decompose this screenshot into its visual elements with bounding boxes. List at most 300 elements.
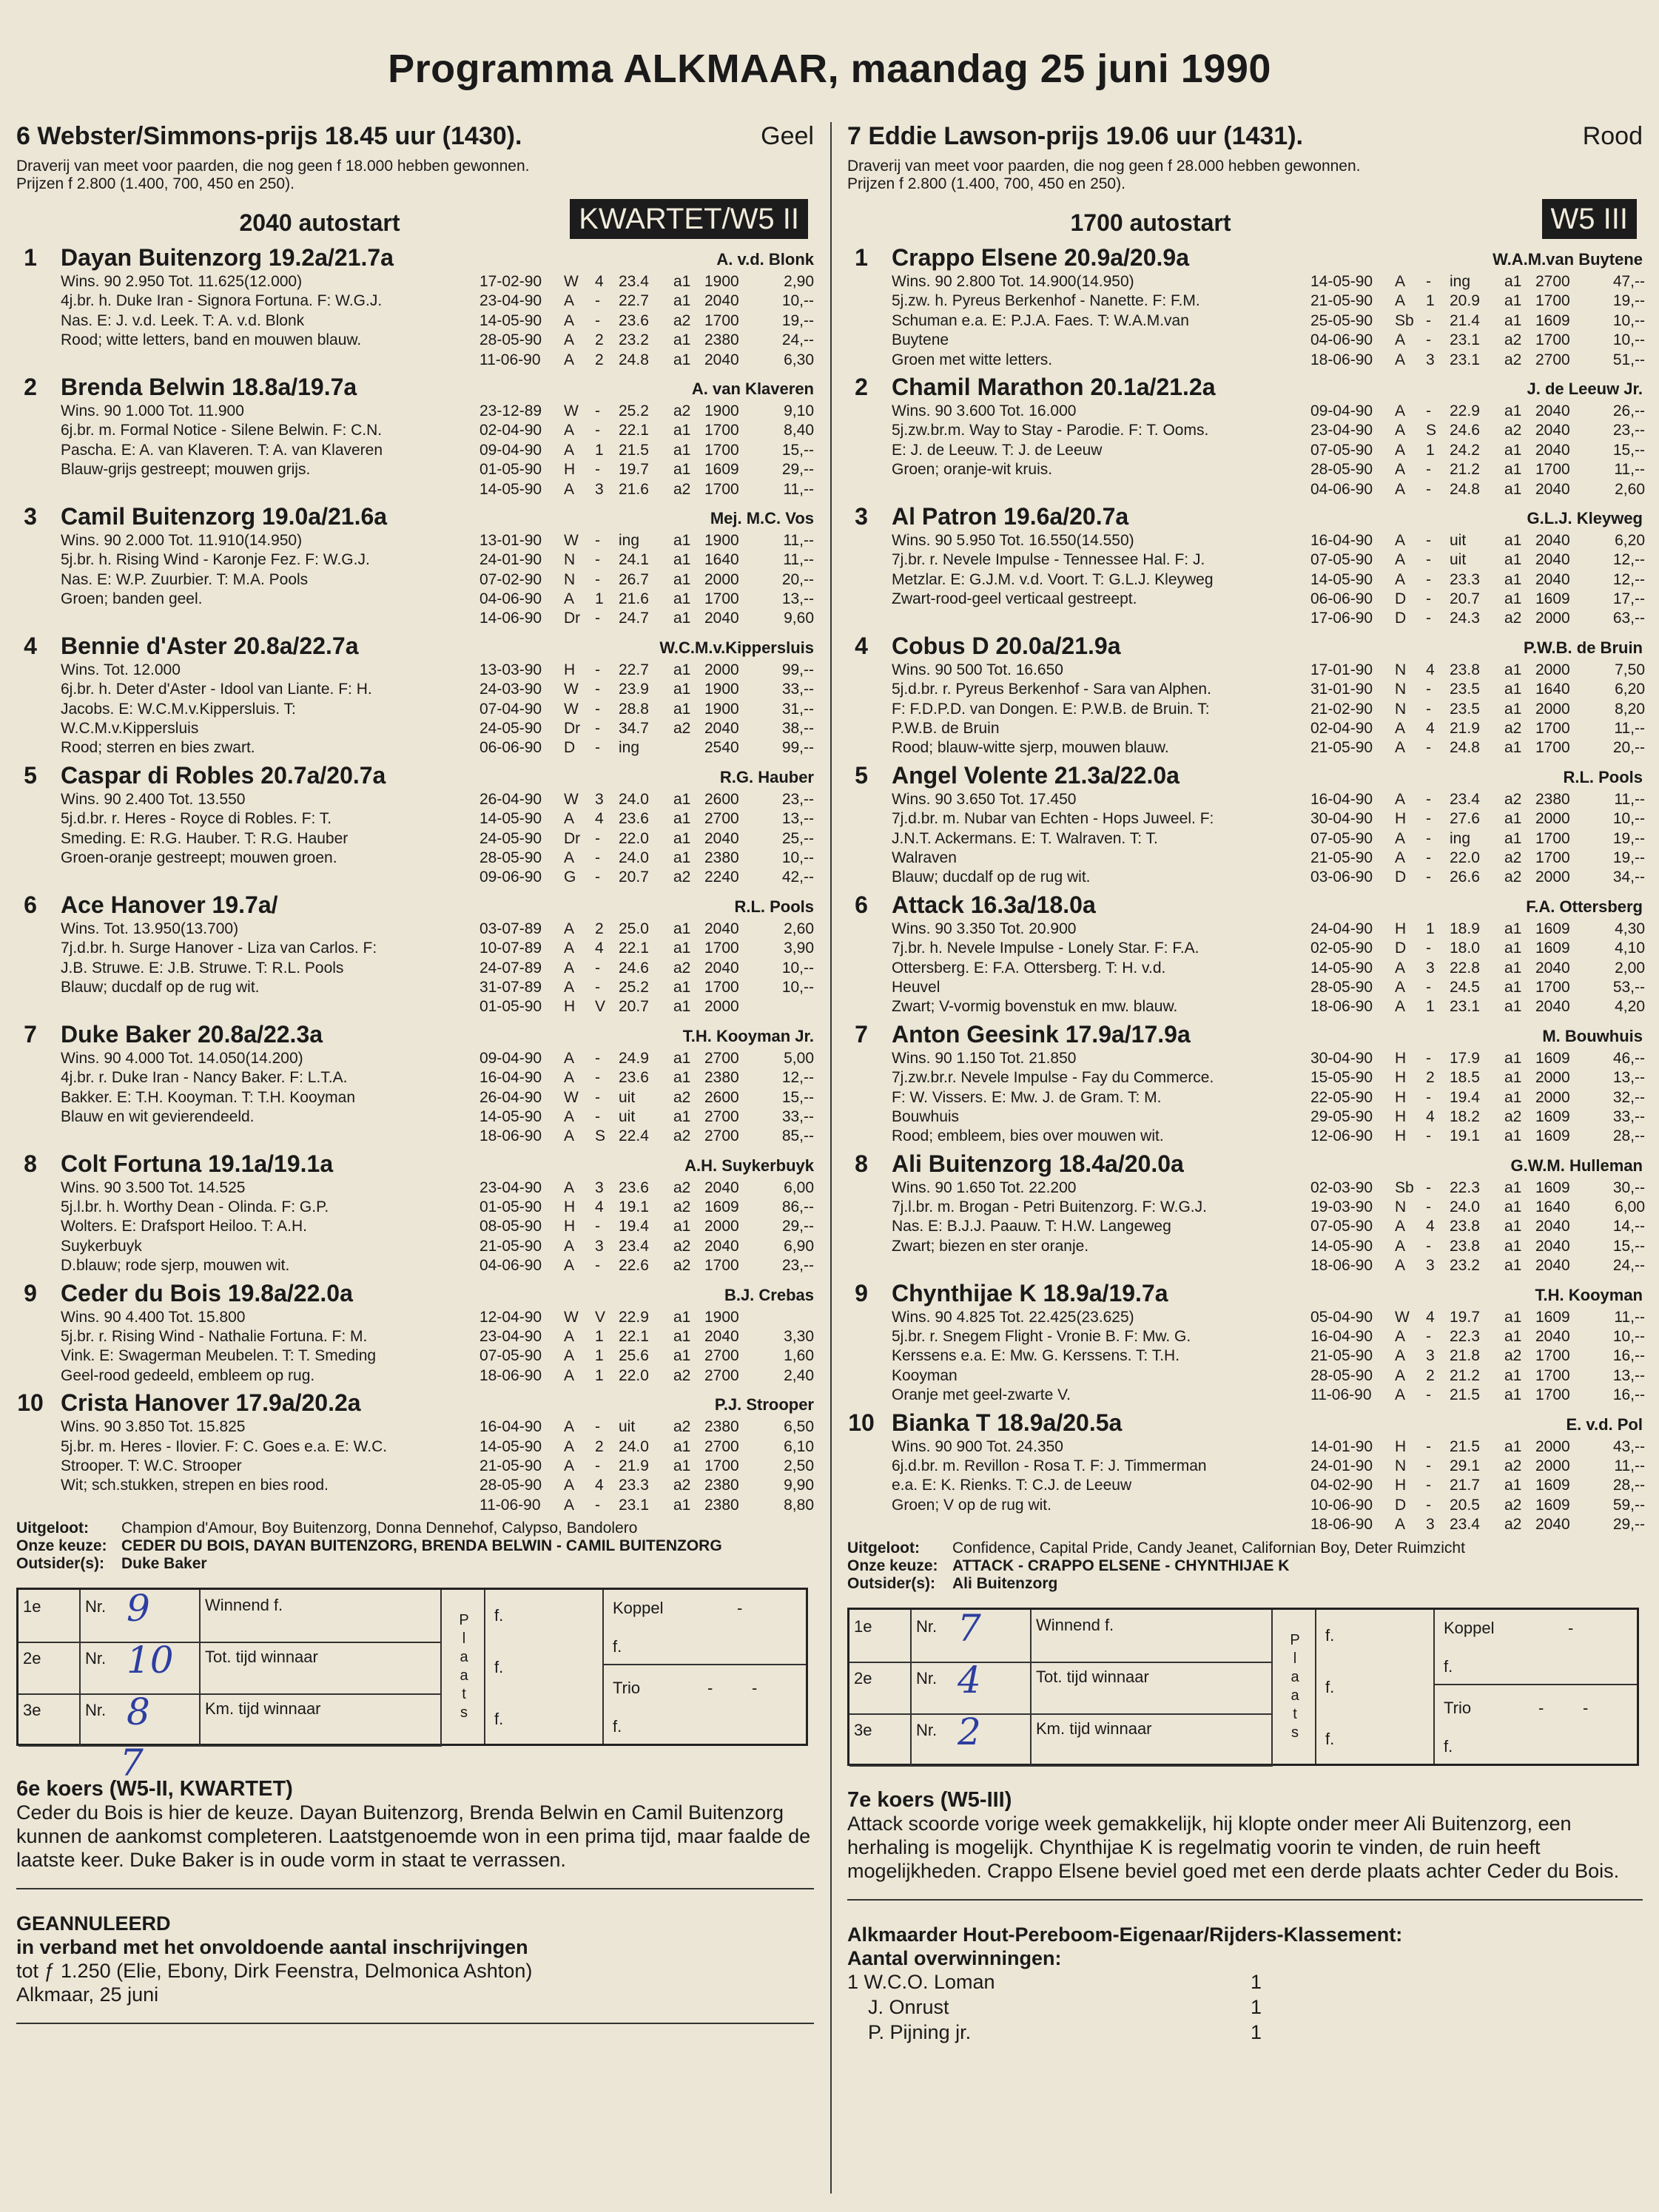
horse-results xyxy=(479,1308,814,1386)
result-odds: 11,-- xyxy=(1614,1308,1645,1326)
horse-number: 5 xyxy=(855,761,868,789)
horse-info-line: 6j.d.br. m. Revillon - Rosa T. F: J. Timmerman xyxy=(892,1457,1207,1474)
cancelled-text: tot ƒ 1.250 (Elie, Ebony, Dirk Feenstra, Delmonica Ashton) xyxy=(16,1960,533,1983)
result-start: a1 xyxy=(1504,940,1522,957)
horse-info-line: 6j.br. h. Deter d'Aster - Idool van Liante. F: H. xyxy=(61,681,372,698)
number-field[interactable] xyxy=(912,1606,1032,1662)
horse-name: Chynthijae K 18.9a/19.7a xyxy=(892,1279,1168,1306)
result-date: 28-05-90 xyxy=(479,849,542,866)
result-odds: 59,-- xyxy=(1612,1496,1645,1514)
result-odds: 11,-- xyxy=(1614,1457,1645,1474)
result-start: a1 xyxy=(1504,1179,1522,1196)
result-time: 24.0 xyxy=(619,1437,649,1455)
result-time: 19.7 xyxy=(619,461,649,479)
result-line xyxy=(1310,480,1643,499)
result-distance: 2000 xyxy=(1535,700,1570,718)
horse-body xyxy=(847,1437,1643,1535)
plaats-letter: l xyxy=(1293,1650,1297,1667)
bet-type-badge: W5 III xyxy=(1542,199,1637,239)
horse-results xyxy=(1310,1179,1643,1276)
result-time: 23.1 xyxy=(619,1496,649,1514)
horse-info-line: Rood; embleem, bies over mouwen wit. xyxy=(892,1127,1164,1145)
result-odds: 33,-- xyxy=(781,681,814,698)
result-time: 22.0 xyxy=(619,1366,649,1384)
commentary-title: 6e koers (W5-II, KWARTET) xyxy=(16,1777,293,1801)
horse-entry xyxy=(16,1389,814,1515)
horse-number: 8 xyxy=(855,1150,868,1177)
horse-info-line: 7j.d.br. h. Surge Hanover - Liza van Carlos. F: xyxy=(61,940,377,957)
race-title: 6 Webster/Simmons-prijs 18.45 uur (1430). xyxy=(16,122,522,150)
horse-header xyxy=(847,244,1643,272)
result-time: 28.8 xyxy=(619,700,649,718)
result-date: 14-05-90 xyxy=(1310,570,1373,588)
result-date: 16-04-90 xyxy=(1310,531,1373,549)
plaats-amounts xyxy=(485,1590,604,1744)
result-track: A xyxy=(564,1366,575,1384)
result-odds: 10,-- xyxy=(1612,311,1645,329)
result-place: - xyxy=(1426,1496,1431,1514)
number-field[interactable] xyxy=(81,1690,201,1745)
result-track: A xyxy=(564,1049,575,1067)
horse-info xyxy=(892,1179,1306,1257)
result-line xyxy=(479,570,814,590)
result-time: 21.7 xyxy=(1450,1477,1480,1494)
result-distance: 1609 xyxy=(704,461,739,479)
result-time: 22.1 xyxy=(619,940,649,957)
horse-info xyxy=(61,920,475,998)
result-odds: 3,90 xyxy=(784,940,814,957)
result-date: 14-05-90 xyxy=(479,480,542,498)
horse-number: 2 xyxy=(24,373,37,400)
horse-number: 9 xyxy=(24,1279,37,1306)
result-odds: 24,-- xyxy=(781,331,814,349)
result-start: a2 xyxy=(1504,1347,1522,1365)
result-time: 23.3 xyxy=(1450,570,1480,588)
result-distance: 2040 xyxy=(704,610,739,627)
result-place: - xyxy=(1426,1049,1431,1067)
result-start: a1 xyxy=(1504,959,1522,977)
result-start: a1 xyxy=(673,661,691,678)
horse-trainer: J. de Leeuw Jr. xyxy=(1527,379,1643,398)
result-distance: 1700 xyxy=(1535,849,1570,866)
result-start: a2 xyxy=(1504,1496,1522,1514)
result-odds: 7,50 xyxy=(1615,661,1645,678)
result-date: 24-04-90 xyxy=(1310,920,1373,937)
result-line xyxy=(1310,609,1643,628)
result-line xyxy=(479,1256,814,1275)
horse-info xyxy=(892,920,1306,1017)
result-date: 18-06-90 xyxy=(1310,998,1373,1016)
result-odds: 38,-- xyxy=(781,720,814,738)
result-place: 3 xyxy=(1426,1516,1435,1534)
result-distance: 2040 xyxy=(1535,480,1570,498)
result-start: a1 xyxy=(1504,461,1522,479)
result-date: 11-06-90 xyxy=(479,1496,541,1514)
horse-body xyxy=(16,790,814,888)
result-track: A xyxy=(1395,480,1406,498)
result-place: 1 xyxy=(1426,998,1435,1016)
result-time: 24.0 xyxy=(619,790,649,808)
horse-body xyxy=(847,1179,1643,1276)
horse-number: 10 xyxy=(17,1389,44,1417)
horse-header xyxy=(847,503,1643,531)
result-distance: 1700 xyxy=(1535,829,1570,847)
result-distance: 2700 xyxy=(1535,351,1570,368)
result-place: - xyxy=(595,1107,600,1125)
result-start: a1 xyxy=(1504,570,1522,588)
result-time: 24.0 xyxy=(619,849,649,866)
trio-dash: - xyxy=(752,1679,758,1698)
result-track: H xyxy=(564,1198,576,1216)
result-distance: 2040 xyxy=(704,920,739,937)
result-distance: 1700 xyxy=(1535,461,1570,479)
result-line xyxy=(479,939,814,958)
result-start: a2 xyxy=(673,1418,691,1436)
result-place: - xyxy=(1426,1127,1431,1145)
separator-line xyxy=(16,1888,814,1889)
result-start: a1 xyxy=(673,351,691,368)
result-time: 20.5 xyxy=(1450,1496,1480,1514)
result-odds: 13,-- xyxy=(1612,1366,1645,1384)
horse-info-line: Vink. E: Swagerman Meubelen. T: T. Smeding xyxy=(61,1347,377,1365)
result-place: V xyxy=(595,998,606,1016)
result-distance: 1609 xyxy=(1535,311,1570,329)
result-odds: 2,60 xyxy=(1615,480,1645,498)
result-line xyxy=(479,291,814,311)
result-time: 22.0 xyxy=(619,829,649,847)
result-time: 19.4 xyxy=(1450,1088,1480,1106)
result-track: D xyxy=(1395,590,1407,608)
result-line xyxy=(479,680,814,699)
horse-info-line: 7j.d.br. m. Nubar van Echten - Hops Juweel. F: xyxy=(892,810,1214,828)
result-odds: 85,-- xyxy=(781,1127,814,1145)
result-start: a1 xyxy=(673,292,691,310)
result-track: A xyxy=(1395,1386,1406,1404)
result-distance: 1609 xyxy=(1535,590,1570,608)
result-line xyxy=(479,402,814,421)
horse-info-line: Blauw; ducdalf op de rug wit. xyxy=(61,978,260,996)
result-line xyxy=(479,920,814,939)
result-start: a1 xyxy=(1504,1237,1522,1255)
horse-header xyxy=(16,503,814,531)
horse-info-line: Wins. 90 3.650 Tot. 17.450 xyxy=(892,790,1077,808)
result-place: - xyxy=(1426,700,1431,718)
result-line xyxy=(1310,1476,1643,1495)
result-track: A xyxy=(1395,829,1406,847)
result-place: 4 xyxy=(595,1198,604,1216)
horse-info xyxy=(61,1417,475,1496)
result-date: 02-04-90 xyxy=(1310,720,1373,738)
separator-line xyxy=(16,2023,814,2024)
result-start: a2 xyxy=(673,959,691,977)
horse-info xyxy=(61,1179,475,1276)
result-odds: 1,60 xyxy=(784,1347,814,1365)
horse-info-line: Smeding. E: R.G. Hauber. T: R.G. Hauber xyxy=(61,829,349,847)
result-distance: 2040 xyxy=(704,292,739,310)
result-place: - xyxy=(595,551,600,569)
result-odds: 2,60 xyxy=(784,920,814,937)
result-odds: 86,-- xyxy=(781,1198,814,1216)
result-odds: 26,-- xyxy=(1612,402,1645,419)
horse-info-line: Groen; V op de rug wit. xyxy=(892,1496,1051,1514)
result-time: 24.8 xyxy=(1450,739,1480,757)
condition-line: Prijzen f 2.800 (1.400, 700, 450 en 250). xyxy=(847,175,1125,192)
result-odds: 6,10 xyxy=(784,1437,814,1455)
result-place: - xyxy=(1426,681,1431,698)
result-track: A xyxy=(564,978,575,996)
result-place: 4 xyxy=(1426,1107,1435,1125)
klassement-row xyxy=(847,1995,1643,2020)
result-odds: 6,20 xyxy=(1615,531,1645,549)
our-choice-line xyxy=(16,1537,814,1555)
result-distance: 2040 xyxy=(1535,1257,1570,1275)
horse-body xyxy=(847,402,1643,499)
horse-entry xyxy=(16,1150,814,1276)
result-date: 07-05-90 xyxy=(1310,829,1373,847)
result-odds: 11,-- xyxy=(783,480,814,498)
result-distance: 2000 xyxy=(1535,869,1570,886)
klassement-title: Alkmaarder Hout-Pereboom-Eigenaar/Rijders-Klassement: xyxy=(847,1923,1403,1946)
horse-number: 2 xyxy=(855,373,868,400)
horse-entry xyxy=(847,633,1643,758)
result-odds: 2,00 xyxy=(1615,959,1645,977)
plaats-letter: t xyxy=(462,1686,466,1703)
horse-body xyxy=(16,1417,814,1515)
result-odds: 11,-- xyxy=(783,531,814,549)
result-track: N xyxy=(1395,681,1407,698)
result-odds: 5,00 xyxy=(784,1049,814,1067)
result-table-row xyxy=(849,1606,1273,1663)
result-place: - xyxy=(595,292,600,310)
horse-trainer: T.H. Kooyman Jr. xyxy=(682,1026,814,1045)
result-odds: 8,20 xyxy=(1615,700,1645,718)
result-distance: 2040 xyxy=(1535,1237,1570,1255)
horse-info-line: 7j.br. r. Nevele Impulse - Tennessee Hal. F: J. xyxy=(892,551,1205,569)
result-time: 23.3 xyxy=(619,1477,649,1494)
result-start: a1 xyxy=(1504,402,1522,419)
result-start: a1 xyxy=(1504,1069,1522,1087)
result-line xyxy=(479,719,814,738)
result-date: 13-01-90 xyxy=(479,531,542,549)
horse-body xyxy=(16,531,814,629)
result-distance: 1700 xyxy=(704,422,739,439)
result-start: a1 xyxy=(673,700,691,718)
horse-header xyxy=(16,891,814,920)
result-distance: 2700 xyxy=(704,1049,739,1067)
horse-info-line: Nas. E: B.J.J. Paauw. T: H.W. Langeweg xyxy=(892,1218,1171,1235)
result-track: D xyxy=(1395,1496,1407,1514)
result-odds: 4,30 xyxy=(1615,920,1645,937)
result-place: - xyxy=(1426,1386,1431,1404)
result-distance: 2380 xyxy=(704,1477,739,1494)
result-line xyxy=(1310,920,1643,939)
result-track: A xyxy=(564,1418,575,1436)
horse-info-line: 7j.zw.br.r. Nevele Impulse - Fay du Commerce. xyxy=(892,1069,1214,1087)
horse-info-line: Wins. 90 3.850 Tot. 15.825 xyxy=(61,1418,246,1436)
result-odds: 13,-- xyxy=(781,810,814,828)
result-track: H xyxy=(564,661,576,678)
result-distance: 2000 xyxy=(1535,810,1570,828)
horse-info xyxy=(892,272,1306,370)
distance-row xyxy=(16,199,814,240)
horse-info-line: F: F.D.P.D. van Dongen. E: P.W.B. de Bruin. T: xyxy=(892,700,1210,718)
result-date: 21-05-90 xyxy=(1310,849,1373,866)
result-time: 22.7 xyxy=(619,292,649,310)
horse-info-line: Pascha. E: A. van Klaveren. T: A. van Klaveren xyxy=(61,441,383,459)
klassement-name: J. Onrust xyxy=(868,1995,949,2018)
horse-name: Brenda Belwin 18.8a/19.7a xyxy=(61,373,357,400)
result-place: - xyxy=(1426,531,1431,549)
horse-trainer: G.L.J. Kleyweg xyxy=(1527,508,1643,527)
result-line xyxy=(1310,1256,1643,1275)
horse-info-line: Nas. E: J. v.d. Leek. T: A. v.d. Blonk xyxy=(61,311,305,329)
result-table-row xyxy=(849,1710,1273,1767)
result-date: 28-05-90 xyxy=(479,1477,542,1494)
result-time: 22.3 xyxy=(1450,1328,1480,1346)
result-line xyxy=(1310,590,1643,609)
result-track: G xyxy=(564,869,576,886)
result-place: - xyxy=(595,700,600,718)
result-description: Tot. tijd winnaar xyxy=(1032,1662,1273,1713)
result-date: 30-04-90 xyxy=(1310,1049,1373,1067)
race-distance: 1700 autostart xyxy=(1070,209,1231,236)
result-distance: 1700 xyxy=(704,978,739,996)
result-line xyxy=(479,441,814,460)
result-odds: 19,-- xyxy=(781,311,814,329)
horse-number: 4 xyxy=(24,632,37,659)
result-distance: 2040 xyxy=(704,1328,739,1346)
horse-info-line: Wins. 90 4.400 Tot. 15.800 xyxy=(61,1308,246,1326)
result-line xyxy=(1310,1198,1643,1217)
result-odds: 31,-- xyxy=(781,700,814,718)
horse-trainer: P.W.B. de Bruin xyxy=(1524,638,1643,657)
cancelled-place-date: Alkmaar, 25 juni xyxy=(16,1983,159,2006)
result-track: A xyxy=(1395,1347,1406,1365)
outsider-line-value: Ali Buitenzorg xyxy=(952,1574,1058,1592)
result-odds: 9,90 xyxy=(784,1477,814,1494)
koppel-trio-box xyxy=(604,1590,806,1744)
number-field[interactable] xyxy=(81,1639,201,1693)
result-track: A xyxy=(1395,402,1406,419)
result-odds: 15,-- xyxy=(1612,1237,1645,1255)
klassement-value: 1 xyxy=(1251,1970,1262,1993)
horse-header xyxy=(847,374,1643,402)
our-choice-line-label: Onze keuze: xyxy=(847,1557,938,1574)
number-field[interactable] xyxy=(81,1587,201,1642)
result-table-row xyxy=(18,1639,442,1695)
result-distance: 2600 xyxy=(704,790,739,808)
result-time: 23.2 xyxy=(1450,1257,1480,1275)
result-place: 1 xyxy=(1426,441,1435,459)
result-start: a1 xyxy=(1504,273,1522,290)
koppel-dash: - xyxy=(1568,1618,1574,1637)
result-time: 19.1 xyxy=(1450,1127,1480,1145)
race-6-column xyxy=(16,122,814,2040)
result-date: 28-05-90 xyxy=(1310,1366,1373,1384)
result-distance: 2000 xyxy=(704,998,739,1016)
horse-info-line: Rood; sterren en bies zwart. xyxy=(61,739,255,757)
result-odds: 6,00 xyxy=(784,1179,814,1196)
result-time: 22.6 xyxy=(619,1257,649,1275)
result-odds: 19,-- xyxy=(1612,849,1645,866)
result-distance: 1700 xyxy=(1535,331,1570,349)
result-description: Winnend f. xyxy=(201,1590,442,1642)
result-distance: 2240 xyxy=(704,869,739,886)
outsider-line-label: Outsider(s): xyxy=(847,1574,936,1592)
result-date: 21-05-90 xyxy=(1310,292,1373,310)
number-field[interactable] xyxy=(912,1710,1032,1765)
result-odds: 12,-- xyxy=(1612,551,1645,569)
horse-results xyxy=(1310,790,1643,888)
result-start: a1 xyxy=(1504,551,1522,569)
result-time: 19.4 xyxy=(619,1218,649,1235)
result-time: 24.7 xyxy=(619,610,649,627)
result-odds: 16,-- xyxy=(1612,1386,1645,1404)
result-place: - xyxy=(1426,940,1431,957)
horse-info-line: Zwart-rood-geel verticaal gestreept. xyxy=(892,590,1137,608)
horse-trainer: R.G. Hauber xyxy=(719,767,814,786)
result-distance: 2000 xyxy=(1535,1088,1570,1106)
result-description: Km. tijd winnaar xyxy=(1032,1713,1273,1765)
result-distance: 2700 xyxy=(704,1127,739,1145)
klassement xyxy=(847,1923,1643,2046)
result-date: 29-05-90 xyxy=(1310,1107,1373,1125)
result-odds: 28,-- xyxy=(1612,1127,1645,1145)
horse-info-line: Wins. 90 900 Tot. 24.350 xyxy=(892,1437,1063,1455)
horse-info-line: 5j.d.br. r. Heres - Royce di Robles. F: T. xyxy=(61,810,332,828)
result-distance: 2040 xyxy=(1535,551,1570,569)
result-distance: 1700 xyxy=(1535,1366,1570,1384)
separator-line xyxy=(847,1899,1643,1901)
result-track: W xyxy=(564,1308,579,1326)
result-odds: 51,-- xyxy=(1612,351,1645,368)
result-place: 1 xyxy=(1426,292,1435,310)
horse-name: Angel Volente 21.3a/22.0a xyxy=(892,761,1180,789)
result-date: 09-06-90 xyxy=(479,869,542,886)
result-line xyxy=(479,700,814,719)
result-date: 08-05-90 xyxy=(479,1218,542,1235)
result-start: a1 xyxy=(673,978,691,996)
horse-header xyxy=(16,244,814,272)
result-odds: 24,-- xyxy=(1612,1257,1645,1275)
result-distance: 2040 xyxy=(1535,959,1570,977)
result-odds: 29,-- xyxy=(781,461,814,479)
result-odds: 6,20 xyxy=(1615,681,1645,698)
horse-info-line: Bakker. E: T.H. Kooyman. T: T.H. Kooyman xyxy=(61,1088,356,1106)
horse-number: 4 xyxy=(855,632,868,659)
result-place: 4 xyxy=(595,810,604,828)
horse-header xyxy=(847,762,1643,790)
result-date: 10-07-89 xyxy=(479,940,542,957)
result-distance: 1700 xyxy=(1535,1386,1570,1404)
horse-trainer: T.H. Kooyman xyxy=(1535,1285,1643,1304)
horse-results xyxy=(1310,1049,1643,1147)
result-time: 24.6 xyxy=(1450,422,1480,439)
handwritten-number: 10 xyxy=(127,1639,174,1682)
result-line xyxy=(479,738,814,758)
plaats-letter: a xyxy=(1290,1668,1299,1685)
result-date: 18-06-90 xyxy=(1310,1516,1373,1534)
result-track: W xyxy=(1395,1308,1410,1326)
result-time: 27.6 xyxy=(1450,810,1480,828)
result-time: 24.9 xyxy=(619,1049,649,1067)
race-summary xyxy=(16,1520,814,1573)
result-start: a1 xyxy=(673,849,691,866)
result-distance: 1700 xyxy=(704,480,739,498)
result-time: 34.7 xyxy=(619,720,649,738)
result-line xyxy=(479,1308,814,1327)
number-field[interactable] xyxy=(912,1658,1032,1713)
